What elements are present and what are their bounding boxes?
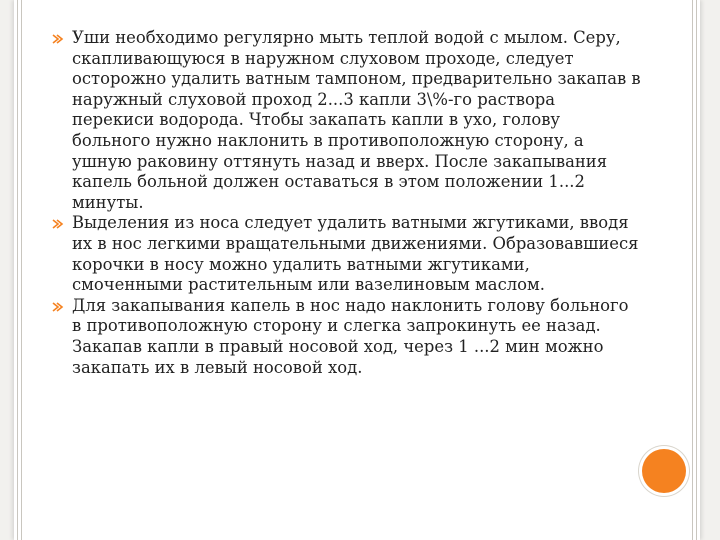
bullet-text: Уши необходимо регулярно мыть теплой водой с мылом. Серу, скапливающуюся в наружном слуховом проходе, следует осторожно удалить ватным тампоном, предварительно закапав в наружный слуховой проход 2...3 капли 3\%-го раствора перекиси водорода. Чтобы закапать капли в ухо, голову больного нужно наклонить в противоположную сторону, а ушную раковину оттянуть назад и вверх. После закапывания капель больной должен оставаться в этом положении 1...2 минуты. [72,28,641,212]
frame-border-right-outer [696,0,697,540]
bullet-list [72,28,642,378]
bullet-item-nose-drops [72,296,642,378]
frame-border-left-inner [21,0,22,540]
frame-border-left-outer [17,0,18,540]
bullet-text: Выделения из носа следует удалить ватными жгутиками, вводя их в нос легкими вращательными движениями. Образовавшиеся корочки в носу можно удалить ватными жгутиками, смоченными растительным или вазелиновым маслом. [72,213,639,295]
chevron-bullet-icon [52,302,64,312]
chevron-bullet-icon [52,34,64,44]
bullet-item-nose-discharge [72,213,642,295]
bullet-item-ear-cleaning [72,28,642,213]
orange-accent-circle [642,449,686,493]
frame-border-right-inner [692,0,693,540]
bullet-text: Для закапывания капель в нос надо наклонить голову больного в противоположную сторону и слегка запрокинуть ее назад. Закапав капли в правый носовой ход, через 1 ...2 мин можно закапать их в левый носовой ход. [72,295,629,377]
chevron-bullet-icon [52,219,64,229]
